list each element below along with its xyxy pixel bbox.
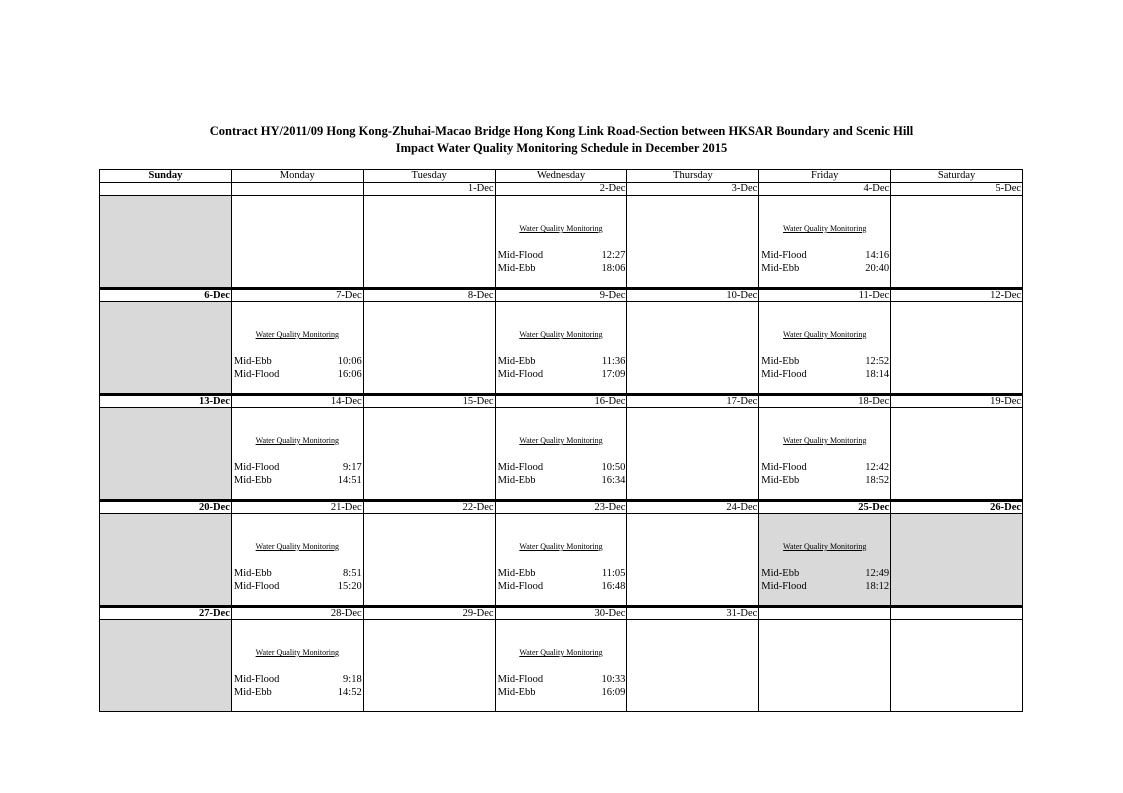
tide-label: Mid-Ebb <box>761 356 800 367</box>
day-date-label: 25-Dec <box>759 500 891 514</box>
tide-time: 12:52 <box>865 356 890 367</box>
tide-label: Mid-Ebb <box>497 356 536 367</box>
tide-time: 16:34 <box>601 475 626 486</box>
day-cell <box>100 514 232 606</box>
day-date-label <box>232 183 364 196</box>
day-date-label <box>759 606 891 620</box>
tide-entry <box>234 474 362 487</box>
tide-time: 8:51 <box>343 568 362 579</box>
day-date-label: 30-Dec <box>496 606 628 620</box>
day-date-label: 26-Dec <box>891 500 1023 514</box>
day-content-row <box>100 302 1023 394</box>
day-content-row <box>100 514 1023 606</box>
tide-label: Mid-Ebb <box>761 568 800 579</box>
tide-entry <box>498 355 626 368</box>
monitoring-label: Water Quality Monitoring <box>519 330 603 339</box>
day-date-label: 15-Dec <box>364 394 496 408</box>
tide-entry <box>761 580 889 593</box>
tide-time: 9:17 <box>343 462 362 473</box>
day-cell <box>496 620 628 712</box>
tide-entry <box>234 368 362 381</box>
tide-label: Mid-Ebb <box>497 263 536 274</box>
day-date-label: 31-Dec <box>627 606 759 620</box>
tide-entry <box>498 249 626 262</box>
tide-label: Mid-Ebb <box>233 687 272 698</box>
day-date-label: 4-Dec <box>759 183 891 196</box>
tide-label: Mid-Ebb <box>497 475 536 486</box>
day-cell <box>364 620 496 712</box>
tide-entry <box>498 461 626 474</box>
weekday-sunday: Sunday <box>100 170 232 183</box>
tide-entry <box>498 567 626 580</box>
day-cell <box>364 408 496 500</box>
day-date-label: 28-Dec <box>232 606 364 620</box>
day-cell <box>627 408 759 500</box>
day-cell <box>759 196 891 288</box>
day-date-label: 27-Dec <box>100 606 232 620</box>
tide-time: 16:06 <box>337 369 362 380</box>
day-date-label: 16-Dec <box>496 394 628 408</box>
monitoring-label: Water Quality Monitoring <box>255 436 339 445</box>
day-content-row <box>100 620 1023 712</box>
tide-label: Mid-Flood <box>497 581 544 592</box>
tide-label: Mid-Flood <box>761 250 807 261</box>
weekday-header-row <box>100 170 1023 183</box>
tide-time: 18:52 <box>865 475 890 486</box>
tide-time: 14:52 <box>337 687 362 698</box>
date-row <box>100 500 1023 514</box>
day-date-label: 22-Dec <box>364 500 496 514</box>
day-cell <box>759 620 891 712</box>
day-date-label: 20-Dec <box>100 500 232 514</box>
tide-label: Mid-Ebb <box>761 475 800 486</box>
tide-entry <box>761 461 889 474</box>
day-cell <box>759 408 891 500</box>
tide-entry <box>234 461 362 474</box>
weekday-wednesday: Wednesday <box>496 170 628 183</box>
monitoring-calendar <box>99 169 1023 712</box>
day-date-label: 5-Dec <box>891 183 1023 196</box>
date-row <box>100 183 1023 196</box>
date-row <box>100 288 1023 302</box>
day-date-label <box>891 606 1023 620</box>
day-cell <box>100 196 232 288</box>
monitoring-label: Water Quality Monitoring <box>783 224 867 233</box>
day-date-label: 24-Dec <box>627 500 759 514</box>
tide-entry <box>234 673 362 686</box>
monitoring-label: Water Quality Monitoring <box>519 224 603 233</box>
weekday-friday: Friday <box>759 170 891 183</box>
monitoring-label: Water Quality Monitoring <box>519 648 603 657</box>
day-date-label: 10-Dec <box>627 288 759 302</box>
tide-label: Mid-Ebb <box>233 356 272 367</box>
tide-label: Mid-Flood <box>497 674 544 685</box>
tide-time: 20:40 <box>865 263 890 274</box>
day-cell <box>232 514 364 606</box>
tide-time: 10:06 <box>337 356 362 367</box>
day-date-label: 1-Dec <box>364 183 496 196</box>
monitoring-label: Water Quality Monitoring <box>255 542 339 551</box>
tide-time: 10:50 <box>601 462 626 473</box>
day-date-label: 21-Dec <box>232 500 364 514</box>
tide-time: 12:42 <box>865 462 890 473</box>
day-cell <box>627 302 759 394</box>
tide-entry <box>234 580 362 593</box>
tide-label: Mid-Ebb <box>497 687 536 698</box>
tide-entry <box>498 368 626 381</box>
monitoring-label: Water Quality Monitoring <box>255 330 339 339</box>
day-date-label: 29-Dec <box>364 606 496 620</box>
tide-entry <box>498 580 626 593</box>
day-date-label: 19-Dec <box>891 394 1023 408</box>
tide-entry <box>498 673 626 686</box>
day-cell <box>100 408 232 500</box>
tide-time: 9:18 <box>343 674 362 685</box>
weekday-thursday: Thursday <box>627 170 759 183</box>
monitoring-label: Water Quality Monitoring <box>783 330 867 339</box>
day-date-label: 6-Dec <box>100 288 232 302</box>
monitoring-label: Water Quality Monitoring <box>783 542 867 551</box>
day-cell <box>496 514 628 606</box>
tide-label: Mid-Ebb <box>761 263 800 274</box>
day-cell <box>364 514 496 606</box>
tide-time: 11:05 <box>601 568 626 579</box>
monitoring-label: Water Quality Monitoring <box>783 436 867 445</box>
day-cell <box>891 620 1023 712</box>
day-date-label: 17-Dec <box>627 394 759 408</box>
day-cell <box>232 408 364 500</box>
day-cell <box>100 302 232 394</box>
day-cell <box>496 302 628 394</box>
day-date-label: 14-Dec <box>232 394 364 408</box>
tide-entry <box>761 355 889 368</box>
day-cell <box>891 514 1023 606</box>
day-date-label: 3-Dec <box>627 183 759 196</box>
day-cell <box>759 514 891 606</box>
day-date-label: 7-Dec <box>232 288 364 302</box>
day-cell <box>100 620 232 712</box>
tide-label: Mid-Ebb <box>497 568 536 579</box>
tide-time: 16:09 <box>601 687 626 698</box>
tide-label: Mid-Flood <box>761 581 807 592</box>
day-cell <box>364 196 496 288</box>
day-cell <box>232 620 364 712</box>
day-cell <box>759 302 891 394</box>
tide-label: Mid-Flood <box>233 674 280 685</box>
tide-time: 14:16 <box>865 250 890 261</box>
tide-time: 18:06 <box>601 263 626 274</box>
tide-entry <box>761 567 889 580</box>
day-date-label: 9-Dec <box>496 288 628 302</box>
tide-label: Mid-Ebb <box>233 475 272 486</box>
day-cell <box>891 196 1023 288</box>
day-cell <box>232 302 364 394</box>
tide-entry <box>761 474 889 487</box>
tide-time: 18:14 <box>865 369 890 380</box>
monitoring-label: Water Quality Monitoring <box>255 648 339 657</box>
tide-label: Mid-Flood <box>761 462 807 473</box>
monitoring-label: Water Quality Monitoring <box>519 542 603 551</box>
tide-time: 15:20 <box>337 581 362 592</box>
tide-label: Mid-Flood <box>233 369 280 380</box>
title-line-1: Contract HY/2011/09 Hong Kong-Zhuhai-Macao Bridge Hong Kong Link Road-Section between HKSAR Boundary and Scenic Hill <box>209 124 914 138</box>
day-date-label: 11-Dec <box>759 288 891 302</box>
tide-label: Mid-Flood <box>497 369 544 380</box>
tide-entry <box>498 686 626 699</box>
day-cell <box>364 302 496 394</box>
day-date-label: 23-Dec <box>496 500 628 514</box>
tide-entry <box>234 567 362 580</box>
tide-time: 18:12 <box>865 581 890 592</box>
tide-label: Mid-Flood <box>233 581 280 592</box>
day-cell <box>496 196 628 288</box>
tide-label: Mid-Flood <box>497 462 544 473</box>
day-date-label <box>100 183 232 196</box>
tide-label: Mid-Flood <box>497 250 544 261</box>
date-row <box>100 606 1023 620</box>
tide-entry <box>761 368 889 381</box>
tide-entry <box>234 686 362 699</box>
tide-time: 11:36 <box>601 356 626 367</box>
date-row <box>100 394 1023 408</box>
weekday-monday: Monday <box>232 170 364 183</box>
day-content-row <box>100 408 1023 500</box>
tide-label: Mid-Flood <box>233 462 280 473</box>
tide-entry <box>234 355 362 368</box>
tide-time: 16:48 <box>601 581 626 592</box>
day-cell <box>232 196 364 288</box>
day-date-label: 2-Dec <box>496 183 628 196</box>
tide-time: 14:51 <box>337 475 362 486</box>
day-cell <box>627 514 759 606</box>
day-cell <box>891 302 1023 394</box>
tide-label: Mid-Flood <box>761 369 807 380</box>
tide-time: 12:27 <box>601 250 626 261</box>
day-date-label: 8-Dec <box>364 288 496 302</box>
day-date-label: 13-Dec <box>100 394 232 408</box>
tide-entry <box>498 474 626 487</box>
weekday-tuesday: Tuesday <box>364 170 496 183</box>
day-date-label: 18-Dec <box>759 394 891 408</box>
day-cell <box>627 196 759 288</box>
tide-label: Mid-Ebb <box>233 568 272 579</box>
tide-entry <box>761 249 889 262</box>
tide-entry <box>498 262 626 275</box>
day-cell <box>891 408 1023 500</box>
title-line-2: Impact Water Quality Monitoring Schedule in December 2015 <box>395 141 728 155</box>
weekday-saturday: Saturday <box>891 170 1023 183</box>
tide-time: 12:49 <box>865 568 890 579</box>
day-cell <box>496 408 628 500</box>
monitoring-label: Water Quality Monitoring <box>519 436 603 445</box>
day-date-label: 12-Dec <box>891 288 1023 302</box>
tide-entry <box>761 262 889 275</box>
tide-time: 17:09 <box>601 369 626 380</box>
document-title <box>0 123 1123 157</box>
day-cell <box>627 620 759 712</box>
day-content-row <box>100 196 1023 288</box>
tide-time: 10:33 <box>601 674 626 685</box>
